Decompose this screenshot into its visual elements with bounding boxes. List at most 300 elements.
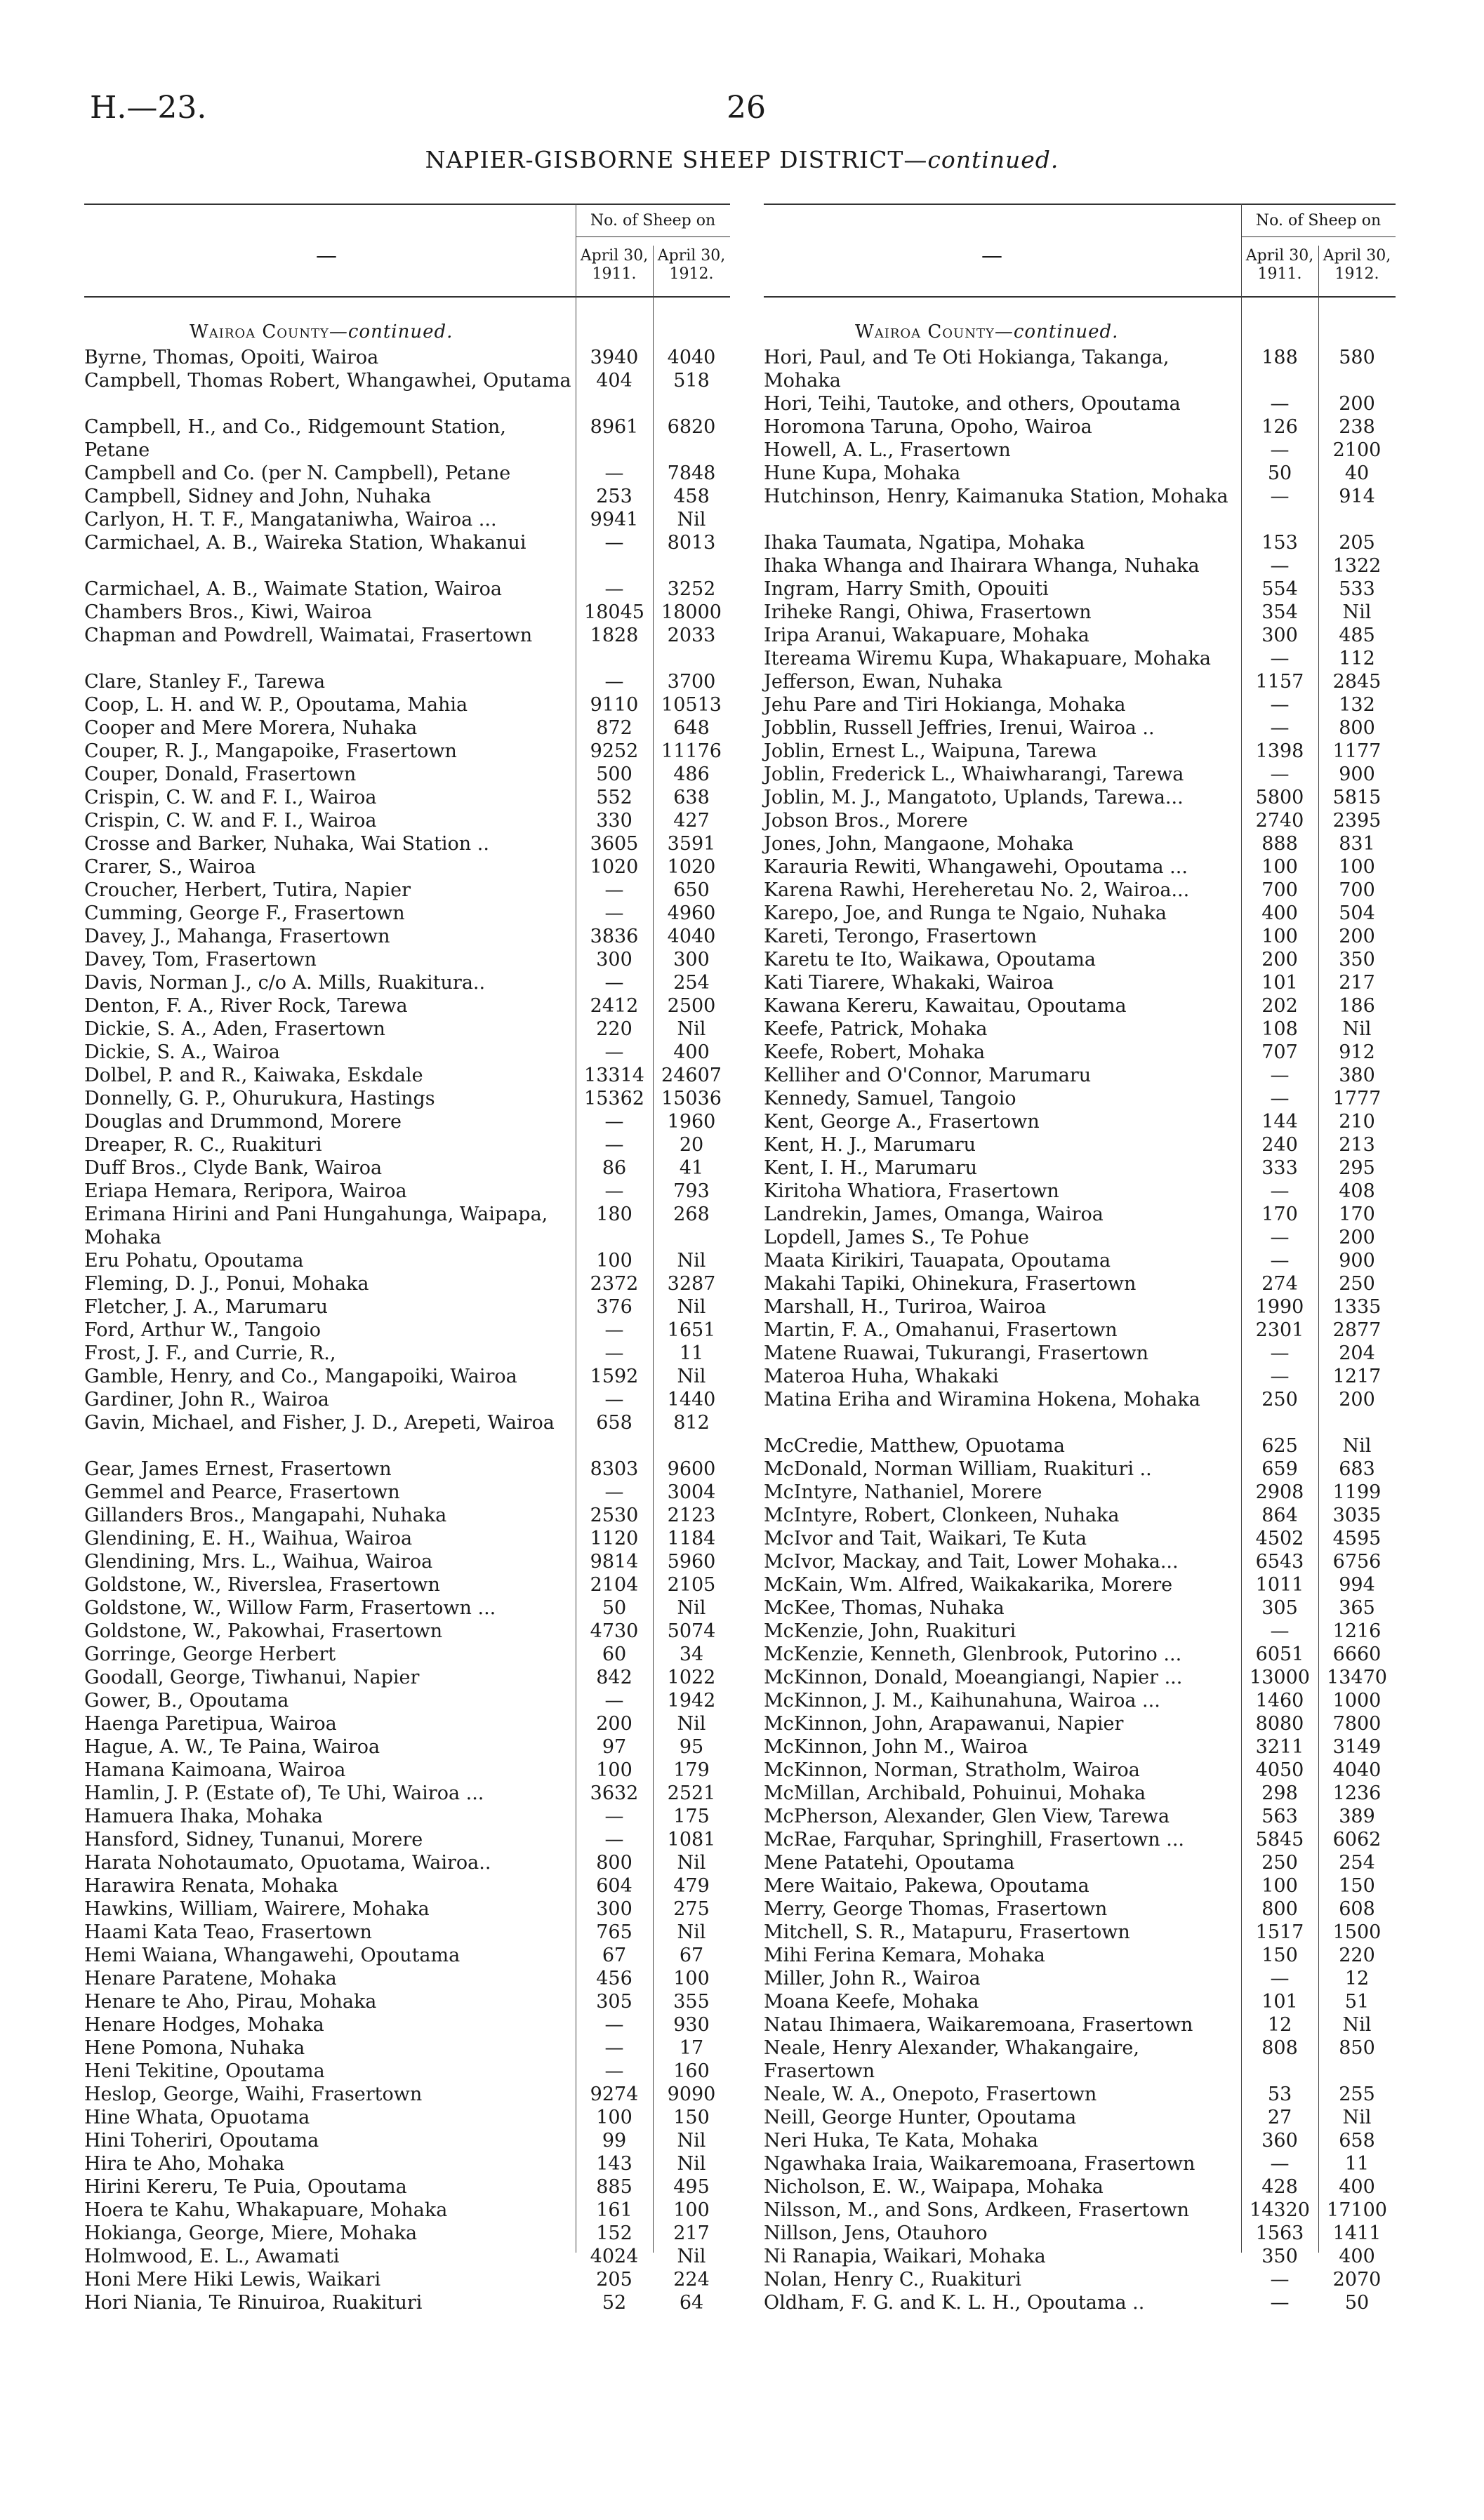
sheep-count-1912: 479 — [673, 1875, 710, 1897]
owner-name: Duff Bros., Clyde Bank, Wairoa — [84, 1157, 383, 1179]
sheep-count-1912: Nil — [1342, 1018, 1372, 1040]
table-row — [764, 1874, 1396, 1898]
sheep-count-1912: 295 — [1339, 1157, 1375, 1179]
owner-name: Keefe, Robert, Mohaka — [764, 1041, 986, 1063]
sheep-count-1911: 1398 — [1255, 740, 1304, 762]
sheep-count-1912: 9600 — [667, 1458, 716, 1480]
sheep-count-1912: Nil — [677, 1296, 706, 1318]
owner-name: McIntyre, Robert, Clonkeen, Nuhaka — [764, 1505, 1120, 1526]
sheep-count-1912: 200 — [1339, 393, 1375, 415]
owner-name: Goldstone, W., Willow Farm, Frasertown ... — [84, 1597, 496, 1619]
sheep-count-1912: 200 — [1339, 1227, 1375, 1248]
owner-name: McKinnon, John, Arapawanui, Napier — [764, 1713, 1124, 1735]
sheep-count-1912: 50 — [1344, 2292, 1370, 2314]
owner-name: Nilsson, M., and Sons, Ardkeen, Frasertown — [764, 2199, 1189, 2221]
sheep-count-1911: 9274 — [590, 2084, 639, 2105]
sheep-count-1912: 458 — [673, 486, 710, 507]
sheep-count-1912: 275 — [673, 1898, 710, 1920]
owner-name: Jobson Bros., Morere — [764, 810, 968, 832]
sheep-count-1912: 160 — [673, 2060, 710, 2082]
table-row — [764, 1481, 1396, 1504]
owner-name: Karauria Rewiti, Whangawehi, Opoutama ... — [764, 856, 1188, 878]
sheep-count-1912: 1000 — [1332, 1690, 1382, 1712]
sheep-count-1911: 240 — [1261, 1134, 1298, 1156]
sheep-count-1911: — — [1270, 764, 1290, 785]
table-row — [764, 647, 1396, 670]
sheep-count-1912: 11176 — [661, 740, 722, 762]
sheep-count-1912: 1651 — [667, 1319, 716, 1341]
sheep-count-1911: — — [604, 1829, 624, 1851]
table-row — [84, 2245, 730, 2268]
sheep-count-1911: — — [604, 671, 624, 693]
table-row — [764, 1898, 1396, 1921]
sheep-count-1911: 885 — [596, 2176, 632, 2198]
table-row — [84, 716, 730, 740]
sheep-count-1912: 224 — [673, 2269, 710, 2291]
table-row — [764, 2268, 1396, 2291]
sheep-count-1912: 518 — [673, 370, 710, 392]
sheep-count-1911: 99 — [602, 2130, 627, 2152]
sheep-count-1911: — — [1270, 694, 1290, 716]
sheep-count-1912: 2100 — [1332, 439, 1382, 461]
sheep-count-1911: 126 — [1261, 416, 1298, 438]
sheep-count-1911: 60 — [602, 1644, 627, 1665]
owner-name: Miller, John R., Wairoa — [764, 1968, 981, 1989]
left-column-header — [84, 204, 730, 298]
table-row — [764, 832, 1396, 855]
sheep-count-1912: 485 — [1339, 625, 1375, 646]
owner-name: Henare te Aho, Pirau, Mohaka — [84, 1991, 377, 2013]
sheep-count-1911: — — [1270, 439, 1290, 461]
table-row — [84, 809, 730, 832]
owner-name: Campbell and Co. (per N. Campbell), Petane — [84, 462, 511, 484]
table-row — [764, 1388, 1396, 1434]
sheep-count-1911: 456 — [596, 1968, 632, 1989]
owner-name: McCredie, Matthew, Opuotama — [764, 1435, 1065, 1457]
sheep-count-1912: 51 — [1344, 1991, 1370, 2013]
sheep-count-1911: 1592 — [590, 1366, 639, 1387]
owner-name: Crispin, C. W. and F. I., Wairoa — [84, 787, 377, 808]
sheep-count-1912: 683 — [1339, 1458, 1375, 1480]
sheep-count-1911: 330 — [596, 810, 632, 832]
sheep-count-1912: 2033 — [667, 625, 716, 646]
sheep-count-1911: 8961 — [590, 416, 639, 438]
sheep-count-1911: 3632 — [590, 1782, 639, 1804]
table-row — [764, 1527, 1396, 1550]
sheep-count-1912: 5960 — [667, 1551, 716, 1573]
sheep-count-1911: 100 — [596, 1250, 632, 1272]
sheep-count-1911: — — [604, 2014, 624, 2036]
sheep-count-1911: 250 — [1261, 1389, 1298, 1411]
sheep-count-1911: 2412 — [590, 995, 639, 1017]
owner-name: Carmichael, A. B., Waimate Station, Wairoa — [84, 578, 502, 600]
sheep-count-1911: — — [604, 879, 624, 901]
sheep-count-1912: 15036 — [661, 1088, 722, 1109]
table-row — [84, 415, 730, 462]
owner-name: Hansford, Sidney, Tunanui, Morere — [84, 1829, 423, 1851]
owner-name: Kelliher and O'Connor, Marumaru — [764, 1065, 1092, 1086]
table-row — [84, 2083, 730, 2106]
sheep-count-1912: 1199 — [1332, 1481, 1382, 1503]
sheep-count-1912: 900 — [1339, 1250, 1375, 1272]
owner-name: Glendining, E. H., Waihua, Wairoa — [84, 1528, 413, 1549]
sheep-count-1911: 6543 — [1255, 1551, 1304, 1573]
owner-name: Goodall, George, Tiwhanui, Napier — [84, 1667, 420, 1688]
owner-name: Ingram, Harry Smith, Opouiti — [764, 578, 1049, 600]
owner-name: Gamble, Henry, and Co., Mangapoiki, Wairoa — [84, 1366, 517, 1387]
table-row — [764, 1203, 1396, 1226]
sheep-count-1912: 34 — [679, 1644, 704, 1665]
owner-name: McDonald, Norman William, Ruakituri .. — [764, 1458, 1152, 1480]
sheep-count-1911: — — [604, 1342, 624, 1364]
sheep-count-1911: — — [604, 972, 624, 994]
owner-name: Dolbel, P. and R., Kaiwaka, Eskdale — [84, 1065, 423, 1086]
owner-name: Hori, Paul, and Te Oti Hokianga, Takanga, Mohaka — [764, 347, 1170, 392]
sheep-count-1911: 5800 — [1255, 787, 1304, 808]
sheep-count-1911: — — [1270, 1620, 1290, 1642]
sheep-count-1912: 4040 — [667, 926, 716, 947]
sheep-count-1912: 100 — [1339, 856, 1375, 878]
owner-name: Carmichael, A. B., Waireka Station, Whakanui — [84, 532, 526, 554]
sheep-count-1912: 2500 — [667, 995, 716, 1017]
sheep-count-1912: 170 — [1339, 1204, 1375, 1225]
table-row — [764, 601, 1396, 624]
owner-name: Makahi Tapiki, Ohinekura, Frasertown — [764, 1273, 1137, 1295]
table-row — [84, 1365, 730, 1388]
sheep-count-1911: — — [604, 1134, 624, 1156]
owner-name: Heni Tekitine, Opoutama — [84, 2060, 325, 2082]
sheep-count-1912: 2070 — [1332, 2269, 1382, 2291]
owner-name: Glendining, Mrs. L., Waihua, Wairoa — [84, 1551, 433, 1573]
sheep-count-1911: 765 — [596, 1921, 632, 1943]
owner-name: Hague, A. W., Te Paina, Wairoa — [84, 1736, 380, 1758]
sheep-count-1911: 625 — [1261, 1435, 1298, 1457]
sheep-count-1911: — — [604, 462, 624, 484]
sheep-count-1912: 700 — [1339, 879, 1375, 901]
sheep-count-1911: 428 — [1261, 2176, 1298, 2198]
table-row — [764, 786, 1396, 809]
owner-name: Kent, H. J., Marumaru — [764, 1134, 976, 1156]
sheep-count-1911: — — [1270, 717, 1290, 739]
sheep-count-1911: 50 — [602, 1597, 627, 1619]
table-row — [84, 1944, 730, 1967]
sheep-count-1912: 3035 — [1332, 1505, 1382, 1526]
table-row — [84, 369, 730, 415]
sheep-count-1912: 850 — [1339, 2037, 1375, 2059]
owner-name: Kati Tiarere, Whakaki, Wairoa — [764, 972, 1054, 994]
sheep-count-1911: 659 — [1261, 1458, 1298, 1480]
owner-name: McIvor, Mackay, and Tait, Lower Mohaka... — [764, 1551, 1179, 1573]
table-row — [84, 1666, 730, 1689]
sheep-count-1912: Nil — [1342, 2014, 1372, 2036]
owner-name: Jones, John, Mangaone, Mohaka — [764, 833, 1074, 855]
sheep-count-1912: 8013 — [667, 532, 716, 554]
owner-name: Jehu Pare and Tiri Hokianga, Mohaka — [764, 694, 1126, 716]
table-row — [84, 786, 730, 809]
sheep-count-1912: Nil — [1342, 2107, 1372, 2128]
sheep-count-1912: 350 — [1339, 949, 1375, 971]
owner-name: Kennedy, Samuel, Tangoio — [764, 1088, 1016, 1109]
owner-name: Hori, Teihi, Tautoke, and others, Opoutama — [764, 393, 1181, 415]
table-row — [764, 1967, 1396, 1990]
sheep-count-1911: 1020 — [590, 856, 639, 878]
owner-name: Kent, I. H., Marumaru — [764, 1157, 977, 1179]
owner-name: Cooper and Mere Morera, Nuhaka — [84, 717, 418, 739]
sheep-count-1911: — — [1270, 1366, 1290, 1387]
sheep-count-1912: 268 — [673, 1204, 710, 1225]
table-row — [764, 1944, 1396, 1967]
owner-name: Haenga Paretipua, Wairoa — [84, 1713, 337, 1735]
sheep-count-1912: 3700 — [667, 671, 716, 693]
table-row — [764, 1782, 1396, 1805]
sheep-count-1911: 3836 — [590, 926, 639, 947]
owner-name: Jefferson, Ewan, Nuhaka — [764, 671, 1002, 693]
owner-name: Hokianga, George, Miere, Mohaka — [84, 2222, 418, 2244]
sheep-count-1912: Nil — [677, 1250, 706, 1272]
owner-name: Hine Whata, Opuotama — [84, 2107, 310, 2128]
owner-name: Gear, James Ernest, Frasertown — [84, 1458, 392, 1480]
owner-name: Couper, R. J., Mangapoike, Frasertown — [84, 740, 457, 762]
sheep-count-1912: 650 — [673, 879, 710, 901]
table-row — [84, 1133, 730, 1156]
sheep-count-1911: 250 — [1261, 1852, 1298, 1874]
sheep-count-1911: 2372 — [590, 1273, 639, 1295]
sheep-count-1911: 333 — [1261, 1157, 1298, 1179]
sheep-count-1912: 1411 — [1332, 2222, 1382, 2244]
sheep-count-1911: 205 — [596, 2269, 632, 2291]
sheep-count-1912: 1942 — [667, 1690, 716, 1712]
owner-name: Landrekin, James, Omanga, Wairoa — [764, 1204, 1104, 1225]
sheep-count-1912: 2845 — [1332, 671, 1382, 693]
table-row — [764, 693, 1396, 716]
owner-name: Eru Pohatu, Opoutama — [84, 1250, 304, 1272]
sheep-count-1912: 831 — [1339, 833, 1375, 855]
sheep-count-1912: 11 — [1344, 2153, 1370, 2175]
table-row — [764, 1689, 1396, 1712]
section-continued: —continued. — [329, 321, 453, 342]
owner-name: Carlyon, H. T. F., Mangataniwha, Wairoa ... — [84, 509, 497, 531]
table-row — [764, 948, 1396, 971]
sheep-count-1912: 18000 — [661, 601, 722, 623]
table-row — [764, 1735, 1396, 1759]
sheep-count-1911: 1990 — [1255, 1296, 1304, 1318]
table-row — [84, 1458, 730, 1481]
owner-name: McKinnon, Norman, Stratholm, Wairoa — [764, 1759, 1140, 1781]
sheep-count-1912: Nil — [1342, 1435, 1372, 1457]
sheep-count-1911: 300 — [596, 1898, 632, 1920]
sheep-count-1911: 604 — [596, 1875, 632, 1897]
table-row — [84, 2268, 730, 2291]
table-row — [764, 346, 1396, 392]
sheep-count-1911: 50 — [1267, 462, 1292, 484]
sheep-count-1911: 2908 — [1255, 1481, 1304, 1503]
sheep-count-1912: 205 — [1339, 532, 1375, 554]
sheep-count-1912: 914 — [1339, 486, 1375, 507]
owner-name: Goldstone, W., Riverslea, Frasertown — [84, 1574, 440, 1596]
table-row — [84, 462, 730, 485]
sheep-count-1912: 64 — [679, 2292, 704, 2314]
table-row — [84, 1411, 730, 1458]
sheep-count-1911: 888 — [1261, 833, 1298, 855]
table-row — [84, 740, 730, 763]
sheep-count-1912: 1022 — [667, 1667, 716, 1688]
county-name: Wairoa County — [855, 321, 995, 342]
col-1911-label: April 30, 1911. — [580, 247, 649, 283]
sheep-count-1911: 808 — [1261, 2037, 1298, 2059]
owner-name: Oldham, F. G. and K. L. H., Opoutama .. — [764, 2292, 1145, 2314]
sheep-count-1912: 793 — [673, 1180, 710, 1202]
table-row — [764, 1550, 1396, 1573]
table-row — [84, 2222, 730, 2245]
sheep-count-1911: 9814 — [590, 1551, 639, 1573]
sheep-count-1911: 1460 — [1255, 1690, 1304, 1712]
owner-name: McMillan, Archibald, Pohuinui, Mohaka — [764, 1782, 1146, 1804]
sheep-count-1912: 254 — [673, 972, 710, 994]
owner-name: McPherson, Alexander, Glen View, Tarewa — [764, 1806, 1170, 1827]
sheep-count-1911: 100 — [1261, 1875, 1298, 1897]
sheep-count-1912: 608 — [1339, 1898, 1375, 1920]
sheep-count-1912: 1960 — [667, 1111, 716, 1133]
sheep-count-1912: 5074 — [667, 1620, 716, 1642]
sheep-count-1911: 1563 — [1255, 2222, 1304, 2244]
table-row — [84, 1064, 730, 1087]
owner-name: Kent, George A., Frasertown — [764, 1111, 1040, 1133]
sheep-count-1911: — — [1270, 1065, 1290, 1086]
sheep-count-1911: — — [604, 1690, 624, 1712]
table-row — [764, 2129, 1396, 2152]
sheep-count-1911: 400 — [1261, 902, 1298, 924]
sheep-count-1911: 800 — [596, 1852, 632, 1874]
sheep-count-1912: 150 — [673, 2107, 710, 2128]
sheep-count-1912: 504 — [1339, 902, 1375, 924]
owner-name: Clare, Stanley F., Tarewa — [84, 671, 326, 693]
sheep-count-1911: 5845 — [1255, 1829, 1304, 1851]
table-row — [764, 740, 1396, 763]
owner-name: Hini Toheriri, Opoutama — [84, 2130, 319, 2152]
table-row — [764, 670, 1396, 693]
sheep-count-1912: 238 — [1339, 416, 1375, 438]
sheep-count-1911: 150 — [1261, 1945, 1298, 1966]
owner-name: Ihaka Whanga and Ihairara Whanga, Nuhaka — [764, 555, 1200, 577]
table-row — [764, 1712, 1396, 1735]
owner-name: Crispin, C. W. and F. I., Wairoa — [84, 810, 377, 832]
sheep-count-1911: 52 — [602, 2292, 627, 2314]
owner-name: McRae, Farquhar, Springhill, Frasertown ... — [764, 1829, 1184, 1851]
sheep-count-1911: — — [604, 902, 624, 924]
right-column-header — [764, 204, 1396, 298]
table-row — [84, 578, 730, 601]
sheep-count-1912: 408 — [1339, 1180, 1375, 1202]
owner-name: Heslop, George, Waihi, Frasertown — [84, 2084, 423, 2105]
sheep-count-1912: 24607 — [661, 1065, 722, 1086]
sheep-count-1911: 350 — [1261, 2246, 1298, 2267]
sheep-count-1912: 100 — [673, 1968, 710, 1989]
table-row — [764, 1064, 1396, 1087]
owner-name: Hamana Kaimoana, Wairoa — [84, 1759, 346, 1781]
table-row — [764, 1504, 1396, 1527]
owner-name: McIntyre, Nathaniel, Morere — [764, 1481, 1042, 1503]
owner-name: Ngawhaka Iraia, Waikaremoana, Frasertown — [764, 2153, 1195, 2175]
table-row — [84, 1573, 730, 1596]
owner-name: McKinnon, Donald, Moeangiangi, Napier ... — [764, 1667, 1183, 1688]
sheep-count-1911: 404 — [596, 370, 632, 392]
sheep-count-1911: 872 — [596, 717, 632, 739]
owner-name: Chambers Bros., Kiwi, Wairoa — [84, 601, 373, 623]
owner-name: Nolan, Henry C., Ruakituri — [764, 2269, 1021, 2291]
owner-name: Jobblin, Russell Jeffries, Irenui, Wairoa .. — [764, 717, 1155, 739]
owner-name: Gillanders Bros., Mangapahi, Nuhaka — [84, 1505, 447, 1526]
sheep-count-1911: 8303 — [590, 1458, 639, 1480]
sheep-count-1912: 3252 — [667, 578, 716, 600]
table-row — [764, 1666, 1396, 1689]
owner-name: Hori Niania, Te Rinuiroa, Ruakituri — [84, 2292, 423, 2314]
sheep-count-1911: 108 — [1261, 1018, 1298, 1040]
owner-name: Horomona Taruna, Opoho, Wairoa — [764, 416, 1092, 438]
sheep-count-1911: 153 — [1261, 532, 1298, 554]
owner-name: Erimana Hirini and Pani Hungahunga, Waipapa, Mohaka — [84, 1204, 548, 1248]
sheep-count-1911: — — [604, 1041, 624, 1063]
page-title — [0, 146, 1484, 173]
sheep-count-1911: 3211 — [1255, 1736, 1304, 1758]
table-row — [84, 1180, 730, 1203]
sheep-count-1911: 1828 — [590, 625, 639, 646]
owner-name: Hirini Kereru, Te Puia, Opoutama — [84, 2176, 407, 2198]
table-row — [84, 601, 730, 624]
sheep-count-1911: 152 — [596, 2222, 632, 2244]
table-row — [84, 485, 730, 508]
sheep-count-1912: 10513 — [661, 694, 722, 716]
sheep-count-1911: 1011 — [1255, 1574, 1304, 1596]
title-continued: continued. — [927, 146, 1059, 173]
table-row — [84, 925, 730, 948]
owner-name: Cumming, George F., Frasertown — [84, 902, 405, 924]
table-row — [84, 1156, 730, 1180]
sheep-count-1912: 3287 — [667, 1273, 716, 1295]
sheep-count-1911: 18045 — [584, 601, 644, 623]
table-row — [764, 2291, 1396, 2314]
sheep-count-1912: 912 — [1339, 1041, 1375, 1063]
table-row — [764, 1365, 1396, 1388]
table-row — [84, 1898, 730, 1921]
sheep-count-1912: 1440 — [667, 1389, 716, 1411]
owner-name: Mene Patatehi, Opoutama — [764, 1852, 1015, 1874]
sheep-count-1912: 200 — [1339, 926, 1375, 947]
table-row — [84, 1319, 730, 1342]
table-row — [84, 1481, 730, 1504]
sheep-count-1911: 800 — [1261, 1898, 1298, 1920]
table-row — [84, 763, 730, 786]
owner-name: Gemmel and Pearce, Frasertown — [84, 1481, 400, 1503]
name-column-dash: — — [316, 244, 337, 268]
table-row — [764, 1990, 1396, 2013]
sheep-count-1912: 175 — [673, 1806, 710, 1827]
owner-name: Matene Ruawai, Tukurangi, Frasertown — [764, 1342, 1149, 1364]
sheep-count-1912: 220 — [1339, 1945, 1375, 1966]
sheep-count-1912: 112 — [1339, 648, 1375, 669]
sheep-count-1911: 27 — [1267, 2107, 1292, 2128]
sheep-count-1912: 4960 — [667, 902, 716, 924]
sheep-count-1911: 298 — [1261, 1782, 1298, 1804]
table-row — [84, 2036, 730, 2060]
sheep-count-1911: 842 — [596, 1667, 632, 1688]
sheep-count-1911: 864 — [1261, 1505, 1298, 1526]
sheep-count-1912: 67 — [679, 1945, 704, 1966]
sheep-count-1912: Nil — [677, 509, 706, 531]
sheep-count-1911: 86 — [602, 1157, 627, 1179]
table-row — [84, 1874, 730, 1898]
section-heading — [190, 321, 453, 342]
sheep-count-1912: 580 — [1339, 347, 1375, 368]
